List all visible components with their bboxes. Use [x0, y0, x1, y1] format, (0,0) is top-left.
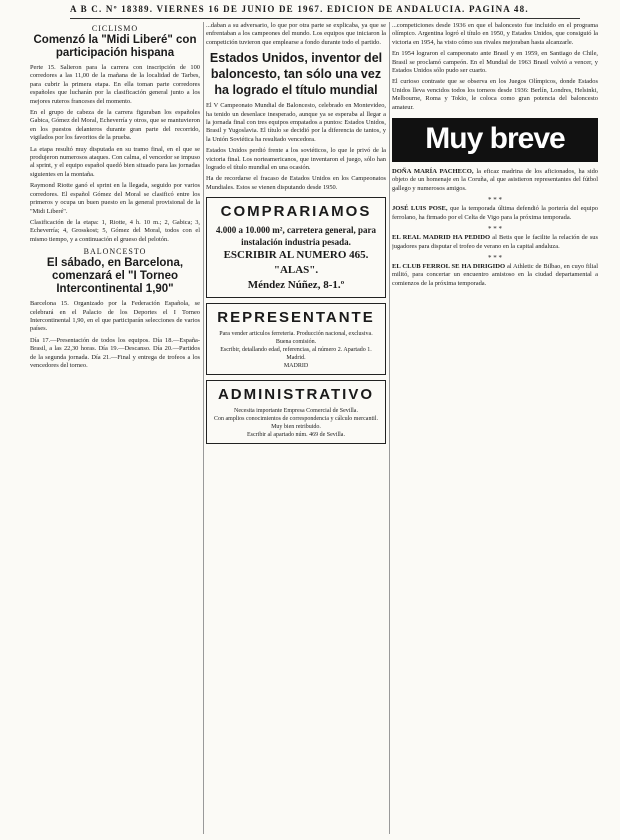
brief-text: al Athletic de Bilbao, en cuyo filial militó, para concertar un encuentro amistoso en la ciudad departamental a comienzos de la próxima temporada.	[392, 262, 598, 287]
masthead: A B C. Nº 18389. VIERNES 16 DE JUNIO DE 1967. EDICION DE ANDALUCIA. PAGINA 48.	[70, 4, 580, 19]
article-paragraph: En el grupo de cabeza de la carrera figuraban los españoles Gabica, Gómez del Moral, Echeverría y otros, que se mantuvieron en los puestos delanteros durante gran parte del recorrido, vigilados por los favoritos de la prueba.	[30, 109, 200, 142]
brief-kicker: EL REAL MADRID HA PEDIDO	[392, 234, 491, 242]
article-paragraph: La etapa resultó muy disputada en su tramo final, en el que se produjeron numerosos ataques. Con calma, el vencedor se impuso al sprint, y el equipo español quedó bien situado para las jornadas siguientes en la montaña.	[30, 145, 200, 178]
column-rule	[203, 22, 204, 834]
column-middle	[206, 22, 386, 834]
brief-item	[392, 205, 598, 222]
column-rule	[389, 22, 390, 834]
article-paragraph: Ha de recordarse el fracaso de Estados Unidos en los Campeonatos Mundiales. Estos se vienen disputando desde 1950.	[206, 175, 386, 191]
article-paragraph: Raymond Riotte ganó el sprint en la llegada, seguido por varios corredores. El español Gómez del Moral se clasificó entre los primeros y ocupa un buen puesto en la general provisional de la "Midi Liberé".	[30, 182, 200, 215]
ad-text: 4.000 a 10.000 m², carretera general, para instalación industria pesada.	[216, 225, 376, 248]
article-paragraph: Día 17.—Presentación de todos los equipos. Día 18.—España-Brasil, a las 22,30 horas. Día 19.—Descanso. Día 20.—Partidos de la segunda jornada. Día 21.—Final y entrega de trofeos a los vencedores del torneo.	[30, 336, 200, 369]
ad-text: Escribir al apartado núm. 469 de Sevilla.	[247, 432, 345, 439]
article-paragraph: ...competiciones desde 1936 en que el baloncesto fue incluido en el programa olímpico. Argentina logró el título en 1950, y Estados Unidos, que consiguió la victoria en 1954, ha visto cómo sus rivales mejoraban hasta alcanzarle.	[392, 22, 598, 46]
classified-ad	[206, 380, 386, 444]
article-paragraph: Clasificación de la etapa: 1, Riotte, 4 h. 10 m.; 2, Gabica; 3, Echeverría; 4, Grosskost; 5, Gómez del Moral, todos con el mismo tiempo, y a continuación el grueso del pelotón.	[30, 218, 200, 243]
section-banner: Muy breve	[392, 118, 598, 162]
brief-kicker: EL CLUB FERROL SE HA DIRIGIDO	[392, 262, 506, 270]
ad-text: Con amplios conocimientos de correspondencia y cálculo mercantil.	[214, 416, 378, 423]
ad-text: Méndez Núñez, 8-1.º	[247, 279, 345, 292]
brief-kicker: DOÑA MARÍA PACHECO,	[392, 168, 474, 176]
article-paragraph: Estados Unidos perdió frente a los soviéticos, lo que le privó de la victoria final. Los norteamericanos, que inventaron el juego, sólo han logrado el título mundial en una ocasión.	[206, 147, 386, 172]
separator-stars: * * *	[488, 225, 502, 234]
article-paragraph: Barcelona 15. Organizado por la Federación Española, se celebrará en el Palacio de los Deportes el I Torneo Intercontinental 1,90, en el que participarán selecciones de varios países.	[30, 300, 200, 333]
article-paragraph: Perte 15. Salieron para la carrera con inscripción de 100 corredores a las 11,00 de la mañana de la localidad de Tarbes, para cubrir la primera etapa. En ella toman parte corredores españoles que lucharán por la clasificación general junto a los mejores ruteros franceses del momento.	[30, 64, 200, 105]
headline: Estados Unidos, inventor del baloncesto, tan sólo una vez ha logrado el título mundial	[209, 51, 383, 98]
brief-text: que la temporada última defendió la portería del equipo ferrolano, ha firmado por el Celta de Vigo para la próxima temporada.	[392, 205, 598, 221]
ad-text: Escribir, detallando edad, referencias, al número 2. Apartado 1. Madrid.	[220, 347, 372, 362]
brief-text: al Betis que le facilite la relación de sus jugadores para disputar el trofeo de verano en la capital andaluza.	[392, 234, 598, 250]
column-left	[30, 22, 200, 834]
ad-text: ESCRIBIR AL NUMERO 465. "ALAS".	[223, 249, 369, 277]
article-paragraph: El curioso contraste que se observa en los Juegos Olímpicos, donde Estados Unidos lleva vencidos todos los torneos desde 1936: Berlín, Londres, Helsinki, Melbourne, Roma y Tokio, le coloca como gran potencia del baloncesto amateur.	[392, 78, 598, 111]
ad-title: REPRESENTANTE	[217, 309, 375, 327]
brief-item	[392, 263, 598, 288]
ad-text: MADRID	[283, 363, 309, 370]
separator-stars: * * *	[488, 196, 502, 205]
brief-item	[392, 168, 598, 193]
section-kicker: BALONCESTO	[83, 247, 147, 257]
classified-ad	[206, 303, 386, 375]
classified-ad	[206, 197, 386, 298]
ad-title: COMPRARIAMOS	[220, 203, 372, 221]
article-paragraph: El V Campeonato Mundial de Baloncesto, celebrado en Montevideo, ha tenido un desenlace inesperado, aunque ya se esperaba al llegar a la jornada final con tres equipos empatados a puntos: Estados Unidos, Brasil y Yugoslavia. El título se decidió por la diferencia de tantos, y la Unión Soviética ha resultado vencedora.	[206, 102, 386, 143]
headline: El sábado, en Barcelona, comenzará el "I Torneo Intercontinental 1,90"	[46, 257, 184, 296]
brief-item	[392, 234, 598, 251]
section-kicker: CICLISMO	[91, 24, 139, 33]
ad-text: Necesita importante Empresa Comercial de Sevilla.	[234, 408, 358, 415]
ad-text: Para vender articulos ferreteria. Producción nacional, exclusiva. Buena comisión.	[219, 331, 373, 346]
brief-kicker: JOSÉ LUIS POSE,	[392, 205, 448, 213]
article-paragraph: En 1954 lograron el campeonato ante Brasil y en 1959, en Santiago de Chile, Brasil se proclamó campeón. En el Mundial de 1963 Brasil volvió a vencer, y Estados Unidos sólo pudo ser cuarto.	[392, 50, 598, 75]
separator-stars: * * *	[488, 253, 502, 262]
ad-text: Muy bien retribuido.	[271, 424, 321, 431]
article-paragraph: ...daban a su adversario, lo que por otra parte se explicaba, ya que se enfrentaban a los campeones del mundo. Los equipos que iniciaron la competición tuvieron que emplearse a fondo durante todo el partido.	[206, 22, 386, 46]
ad-title: ADMINISTRATIVO	[217, 386, 375, 404]
column-right	[392, 22, 598, 834]
headline: Comenzó la "Midi Liberé" con participación hispana	[33, 34, 197, 59]
brief-text: la eficaz madrina de los aficionados, ha sido objeto de un homenaje en la Coruña, al que asistieron representantes del fútbol gallego y numerosos amigos.	[392, 168, 598, 192]
